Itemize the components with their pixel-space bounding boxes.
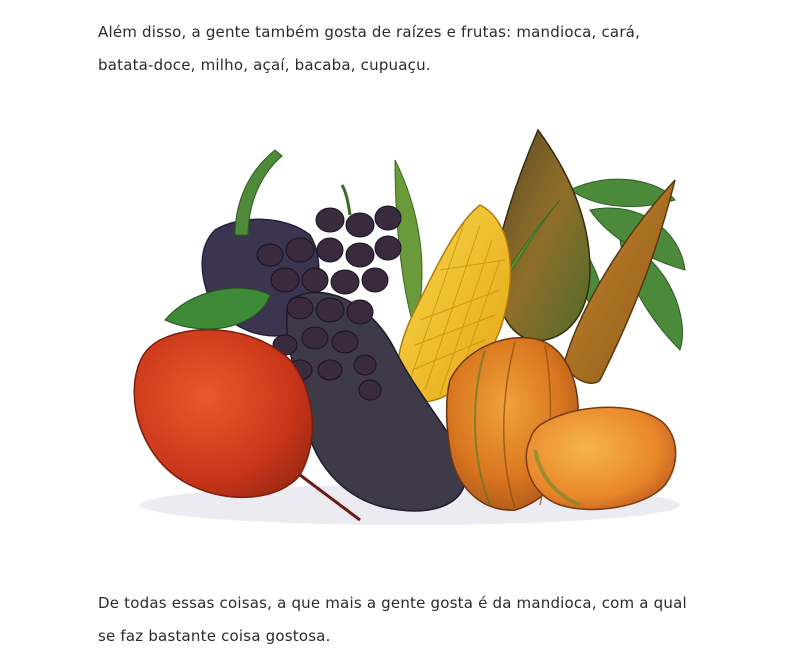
closing-paragraph-line-2: se faz bastante coisa gostosa. — [98, 627, 331, 645]
intro-paragraph-line-1: Além disso, a gente também gosta de raízes e frutas: mandioca, cará, — [98, 23, 641, 41]
closing-paragraph — [98, 587, 758, 653]
fruits-and-roots-illustration — [120, 120, 700, 540]
intro-paragraph — [98, 16, 718, 82]
closing-paragraph-line-1: De todas essas coisas, a que mais a gente gosta é da mandioca, com a qual — [98, 594, 687, 612]
pod — [496, 130, 590, 341]
grape-stem — [342, 185, 350, 215]
intro-paragraph-line-2: batata-doce, milho, açaí, bacaba, cupuaçu. — [98, 56, 431, 74]
lemon — [526, 407, 675, 509]
